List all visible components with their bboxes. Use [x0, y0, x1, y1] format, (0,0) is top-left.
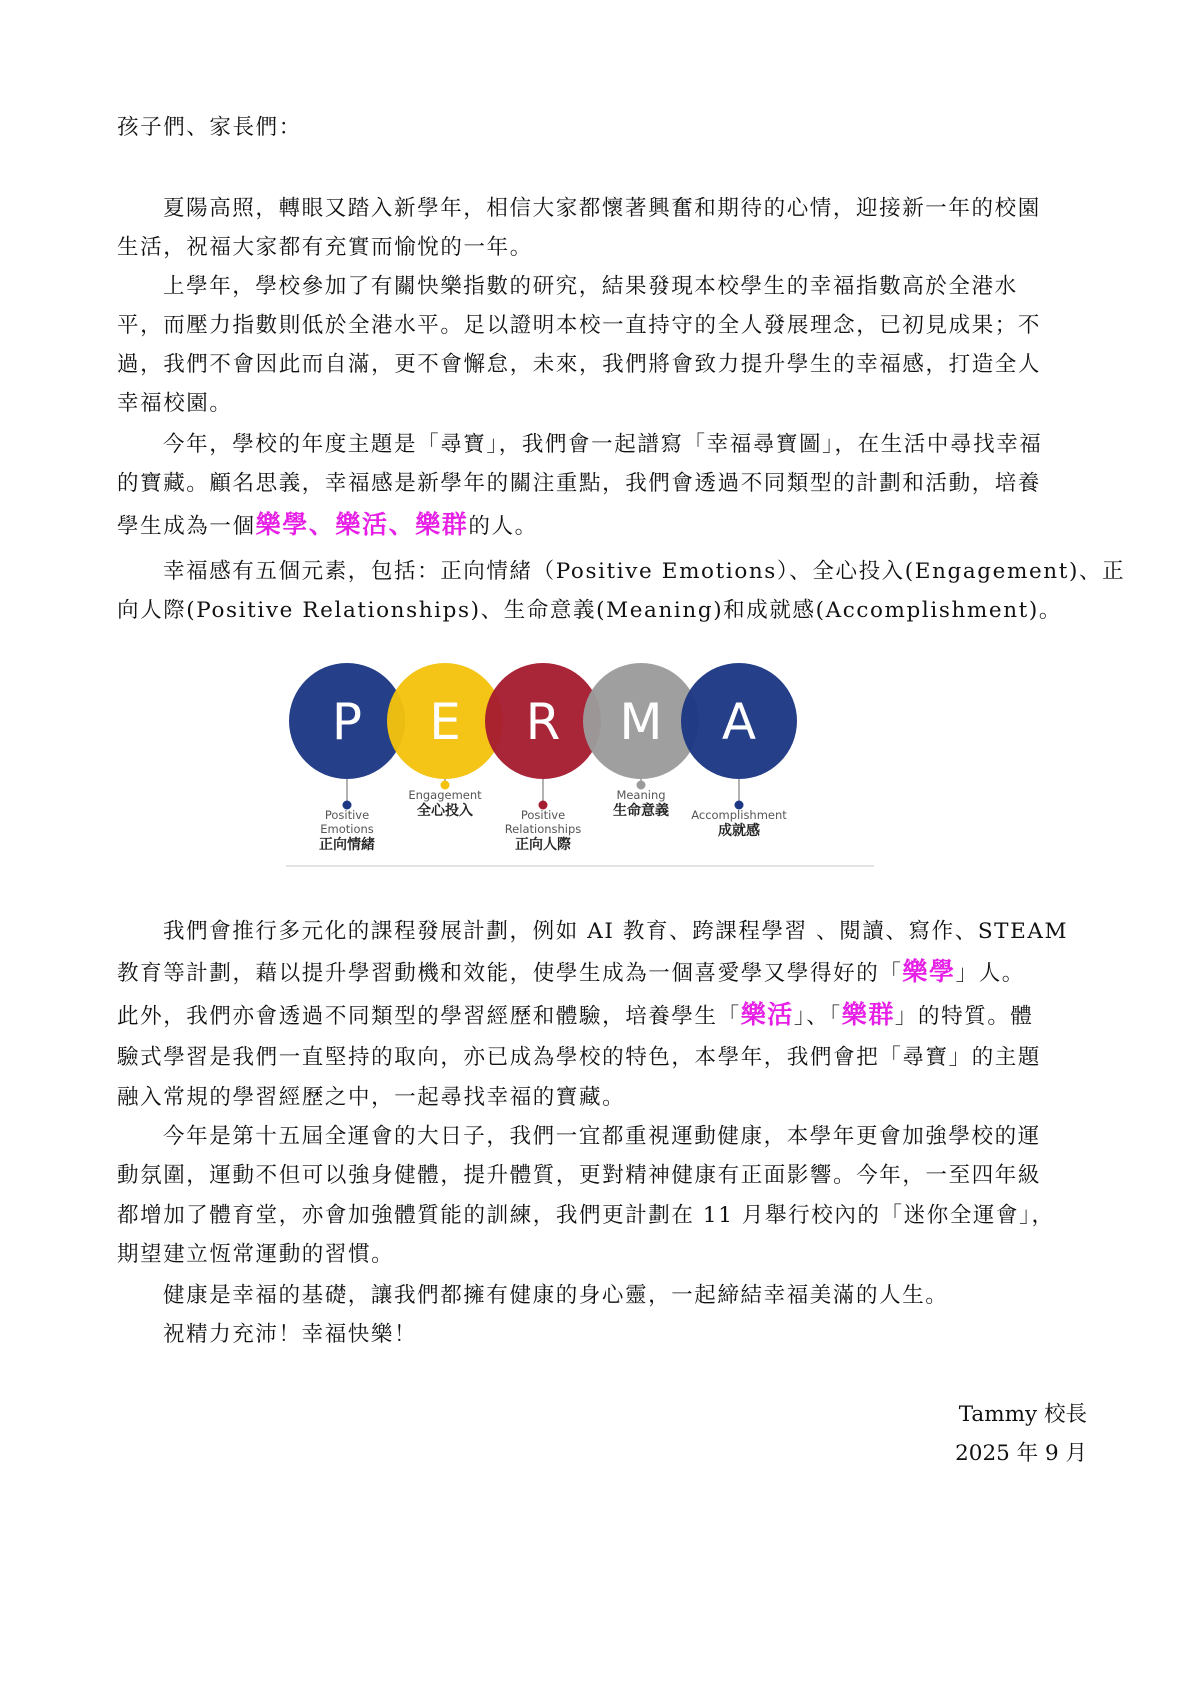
- perma-graphic: [286, 650, 874, 875]
- paragraph-5-line-4: 驗式學習是我們一直堅持的取向，亦已成為學校的特色，本學年，我們會把「尋寶」的主題: [117, 1045, 1042, 1070]
- paragraph-4-line-1: 幸福感有五個元素，包括：正向情緒（Positive Emotions）、全心投入(Engagement)、正: [163, 559, 1126, 584]
- greeting: 孩子們、家長們：: [117, 115, 302, 140]
- perma-label-en-positive-emotions-1: Emotions: [320, 822, 374, 836]
- perma-label-zh-accomplishment: 成就感: [718, 823, 760, 839]
- p5-line3-suffix: 」的特質。體: [894, 1004, 1034, 1029]
- paragraph-6-line-4: 期望建立恆常運動的習慣。: [117, 1242, 395, 1267]
- highlight-le-xue: 樂學: [902, 957, 956, 986]
- paragraph-5-line-1: 我們會推行多元化的課程發展計劃，例如 AI 教育、跨課程學習 、閱讀、寫作、STEAM: [163, 919, 1069, 944]
- perma-label-en-positive-relationships-0: Positive: [520, 808, 566, 822]
- p5-line3-prefix: 此外，我們亦會透過不同類型的學習經歷和體驗，培養學生「: [117, 1004, 741, 1029]
- paragraph-2-line-4: 幸福校園。: [117, 391, 233, 416]
- paragraph-2-line-1: 上學年，學校參加了有關快樂指數的研究，結果發現本校學生的幸福指數高於全港水: [163, 274, 1018, 299]
- paragraph-2-line-3: 過，我們不會因此而自滿，更不會懈怠，未來，我們將會致力提升學生的幸福感，打造全人: [117, 352, 1042, 377]
- perma-label-en-positive-emotions-0: Positive: [324, 808, 370, 822]
- date: 2025 年 9 月: [955, 1441, 1087, 1466]
- perma-letter-e: E: [429, 693, 461, 751]
- perma-letter-a: A: [721, 693, 757, 751]
- paragraph-8-closing: 祝精力充沛！幸福快樂！: [163, 1322, 418, 1347]
- perma-diagram: [286, 650, 874, 875]
- p5-line3-mid: 」、「: [793, 1004, 842, 1029]
- perma-letter-p: P: [331, 693, 363, 751]
- perma-letter-r: R: [525, 693, 561, 751]
- paragraph-6-line-1: 今年是第十五屆全運會的大日子，我們一宜都重視運動健康，本學年更會加強學校的運: [163, 1124, 1041, 1149]
- p3-line3-suffix: 的人。: [468, 514, 538, 539]
- highlight-le-huo: 樂活: [740, 1000, 794, 1029]
- highlight-le-qun: 樂群: [841, 1000, 895, 1029]
- p3-line3-prefix: 學生成為一個: [117, 514, 256, 539]
- paragraph-1-line-2: 生活，祝福大家都有充實而愉悅的一年。: [117, 235, 533, 260]
- perma-label-zh-positive-emotions: 正向情緒: [319, 837, 375, 853]
- perma-label-zh-meaning: 生命意義: [613, 803, 669, 819]
- paragraph-4-line-2: 向人際(Positive Relationships)、生命意義(Meaning)和成就感(Accomplishment)。: [117, 598, 1062, 623]
- perma-label-en-engagement-0: Engagement: [408, 788, 482, 802]
- paragraph-5-line-5: 融入常規的學習經歷之中，一起尋找幸福的寶藏。: [117, 1085, 626, 1110]
- perma-label-en-accomplishment-0: Accomplishment: [691, 808, 787, 822]
- paragraph-6-line-3: 都增加了體育堂，亦會加強體質能的訓練，我們更計劃在 11 月舉行校內的「迷你全運會」，: [117, 1203, 1055, 1228]
- paragraph-3-line-3: [117, 510, 538, 542]
- perma-label-en-positive-relationships-1: Relationships: [504, 822, 582, 836]
- paragraph-5-line-3: [117, 1000, 1034, 1032]
- paragraph-6-line-2: 動氛圍，運動不但可以強身健體，提升體質，更對精神健康有正面影響。今年，一至四年級: [117, 1163, 1042, 1188]
- perma-label-en-meaning-0: Meaning: [616, 788, 666, 802]
- perma-letter-m: M: [619, 693, 663, 751]
- perma-label-zh-engagement: 全心投入: [417, 803, 473, 819]
- paragraph-1-line-1: 夏陽高照，轉眼又踏入新學年，相信大家都懷著興奮和期待的心情，迎接新一年的校園: [163, 196, 1041, 221]
- signature: Tammy 校長: [958, 1402, 1087, 1427]
- p5-line2-suffix: 」人。: [955, 961, 1025, 986]
- paragraph-3-line-2: 的寶藏。顧名思義，幸福感是新學年的關注重點，我們會透過不同類型的計劃和活動，培養: [117, 471, 1042, 496]
- paragraph-7: 健康是幸福的基礎，讓我們都擁有健康的身心靈，一起締結幸福美滿的人生。: [163, 1283, 949, 1308]
- highlight-le-xue-le-huo-le-qun: 樂學、樂活、樂群: [255, 510, 469, 539]
- perma-label-zh-positive-relationships: 正向人際: [515, 837, 571, 853]
- p5-line2-prefix: 教育等計劃，藉以提升學習動機和效能，使學生成為一個喜愛學又學得好的「: [117, 961, 903, 986]
- paragraph-3-line-1: 今年，學校的年度主題是「尋寶」，我們會一起譜寫「幸福尋寶圖」，在生活中尋找幸福: [163, 432, 1043, 457]
- paragraph-2-line-2: 平，而壓力指數則低於全港水平。足以證明本校一直持守的全人發展理念，已初見成果；不: [117, 313, 1042, 338]
- paragraph-5-line-2: [117, 957, 1025, 989]
